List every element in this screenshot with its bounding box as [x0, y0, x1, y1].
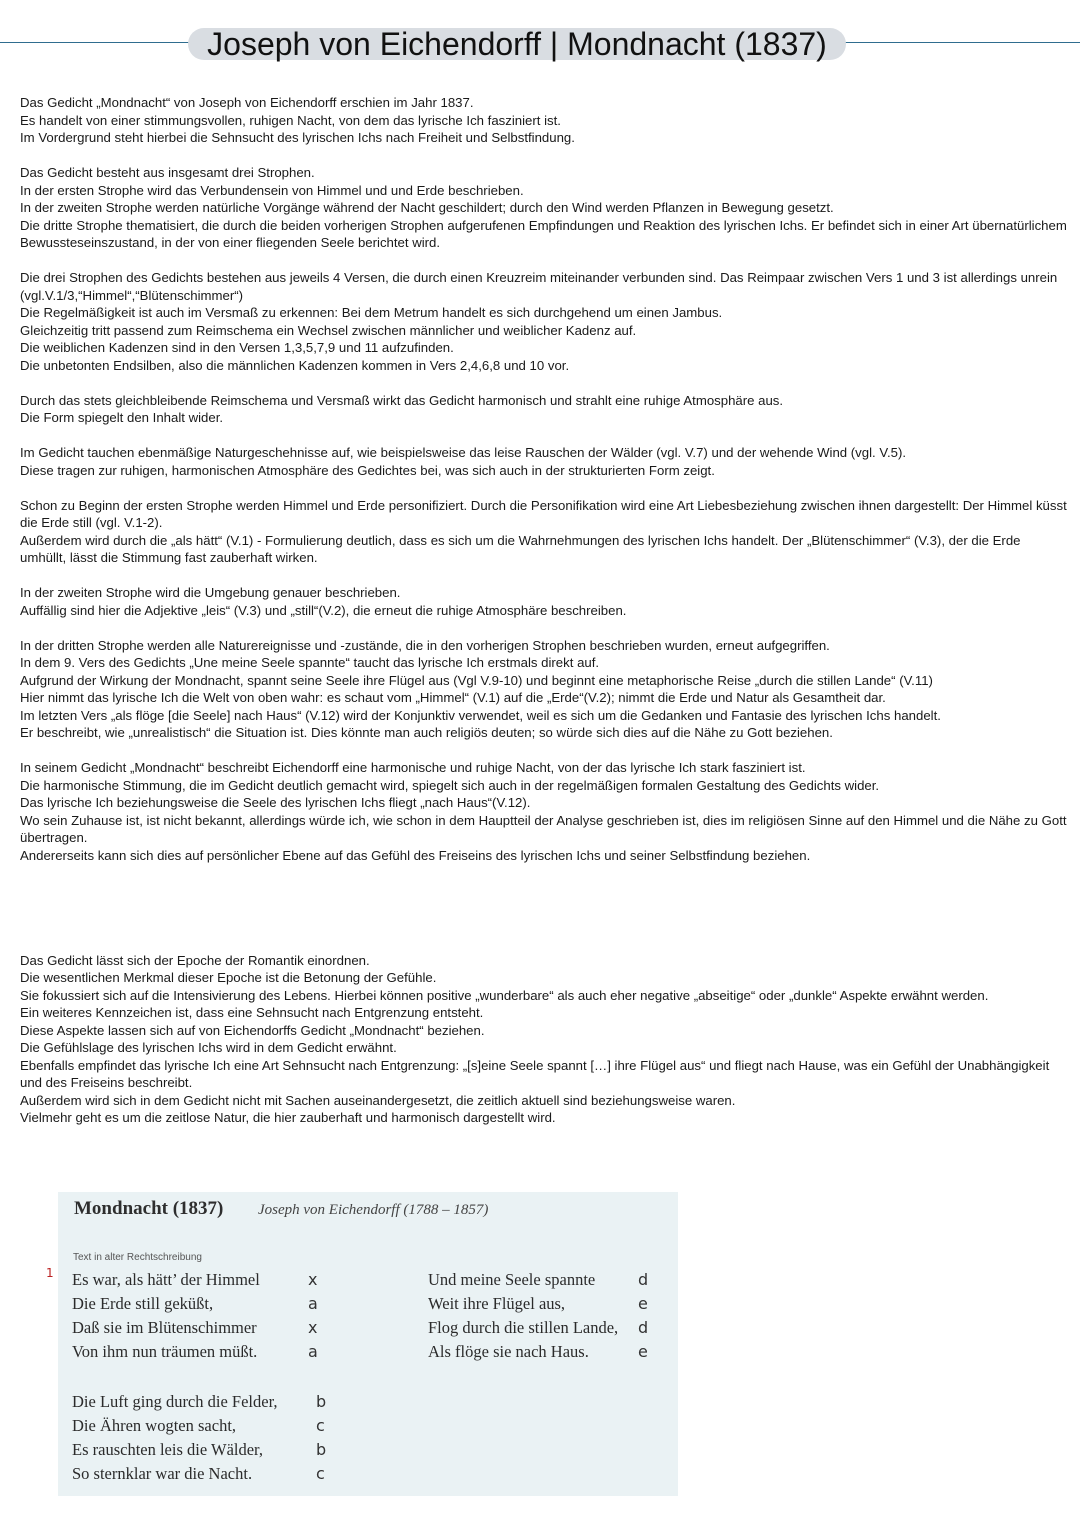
verse: Flog durch die stillen Lande, — [428, 1318, 619, 1337]
stanza-3 — [428, 1268, 618, 1364]
text-line: Diese Aspekte lassen sich auf von Eichendorffs Gedicht „Mondnacht“ beziehen. — [20, 1022, 485, 1038]
rhyme-letter: c — [316, 1416, 325, 1435]
text-line: In dem 9. Vers des Gedichts „Une meine Seele spannte“ taucht das lyrische Ich erstmals direkt auf. — [20, 655, 600, 670]
text-line: Ein weiteres Kennzeichen ist, dass eine Sehnsucht nach Entgrenzung entsteht. — [20, 1005, 484, 1020]
text-line: Außerdem wird sich in dem Gedicht nicht mit Sachen auseinandergesetzt, die zeitlich aktuell sind beziehungsweise waren. — [20, 1092, 736, 1108]
margin-mark: 1 — [46, 1266, 54, 1280]
section-gap — [20, 882, 1068, 952]
verse: Daß sie im Blütenschimmer — [72, 1318, 257, 1337]
text-line: Die Gefühlslage des lyrischen Ichs wird in dem Gedicht erwähnt. — [20, 1040, 397, 1055]
paragraph — [20, 94, 1068, 147]
text-line: Es handelt von einer stimmungsvollen, ruhigen Nacht, von dem das lyrische Ich fasziniert ist. — [20, 112, 561, 128]
paragraph — [20, 759, 1068, 864]
text-line: Ebenfalls empfindet das lyrische Ich eine Art Sehnsucht nach Entgrenzung: „[s]eine Seele spannt […] ihre Flügel aus“ und fliegt nach Hause, was ein Gefühl der Unabhängigkeit und des Freiseins beschreibt. — [20, 1057, 1050, 1090]
stanza-1 — [72, 1268, 260, 1364]
rhyme-letter: b — [316, 1440, 327, 1459]
paragraph — [20, 497, 1068, 567]
text-line: Die dritte Strophe thematisiert, die durch die beiden vorherigen Strophen aufgerufenen Empfindungen und Reaktion des lyrischen Ichs. Er befindet sich in einer Art übernatürlichem Bewussteseinszustand, in der von einer fliegenden Seele berichtet wird. — [20, 217, 1067, 250]
rhyme-letter: a — [308, 1294, 318, 1313]
rhyme-letter: x — [308, 1318, 318, 1337]
rhyme-letter: b — [316, 1392, 327, 1411]
epoch-paragraph — [20, 952, 1068, 1127]
text-line: Im Gedicht tauchen ebenmäßige Naturgeschehnisse auf, wie beispielsweise das leise Rauschen der Wälder (vgl. V.7) und der wehende Wind (vgl. V.5). — [20, 445, 906, 460]
poem-scan — [58, 1192, 678, 1496]
rhyme-letter: x — [308, 1270, 318, 1289]
rhyme-letter: e — [638, 1294, 648, 1313]
rhyme-scheme-2 — [316, 1390, 326, 1486]
rhyme-letter: d — [638, 1270, 649, 1289]
text-line: Vielmehr geht es um die zeitlose Natur, die hier zauberhaft und harmonisch dargestellt wird. — [20, 1110, 556, 1125]
verse: Und meine Seele spannte — [428, 1270, 596, 1289]
paragraph — [20, 637, 1068, 742]
text-line: Das Gedicht „Mondnacht“ von Joseph von Eichendorff erschien im Jahr 1837. — [20, 95, 474, 110]
paragraph — [20, 444, 1068, 479]
poem-author: Joseph von Eichendorff (1788 – 1857) — [258, 1202, 489, 1218]
text-line: Diese tragen zur ruhigen, harmonischen Atmosphäre des Gedichtes bei, was sich auch in der strukturierten Form zeigt. — [20, 462, 715, 478]
text-line: Auffällig sind hier die Adjektive „leis“ (V.3) und „still“(V.2), die erneut die ruhige Atmosphäre beschreiben. — [20, 602, 627, 618]
paragraph — [20, 584, 1068, 619]
rhyme-scheme-1 — [308, 1268, 318, 1364]
verse: So sternklar war die Nacht. — [72, 1464, 253, 1483]
poem-spelling-note: Text in alter Rechtschreibung — [73, 1252, 202, 1263]
text-line: Wo sein Zuhause ist, ist nicht bekannt, allerdings würde ich, wie schon in dem Hauptteil der Analyse geschrieben ist, dies im religiösen Sinne auf den Himmel und die Nähe zu Gott übertragen. — [20, 812, 1067, 845]
text-line: In der ersten Strophe wird das Verbundensein von Himmel und und Erde beschrieben. — [20, 182, 524, 198]
rhyme-letter: e — [638, 1342, 648, 1361]
text-line: In der zweiten Strophe wird die Umgebung genauer beschrieben. — [20, 585, 401, 600]
analysis-text — [20, 94, 1068, 1144]
rhyme-letter: a — [308, 1342, 318, 1361]
rhyme-scheme-3 — [638, 1268, 648, 1364]
text-line: Die drei Strophen des Gedichts bestehen aus jeweils 4 Versen, die durch einen Kreuzreim miteinander verbunden sind. Das Reimpaar zwischen Vers 1 und 3 ist allerdings unrein (vgl.V.1/3,“Himmel“,“Blütenschimmer“) — [20, 270, 1058, 303]
paragraph — [20, 392, 1068, 427]
text-line: In der zweiten Strophe werden natürliche Vorgänge während der Nacht geschildert; durch den Wind werden Pflanzen in Bewegung gesetzt. — [20, 200, 834, 215]
text-line: Das Gedicht lässt sich der Epoche der Romantik einordnen. — [20, 952, 370, 968]
verse: Es war, als hätt’ der Himmel — [72, 1270, 260, 1289]
text-line: Im letzten Vers „als flöge [die Seele] nach Haus“ (V.12) wird der Konjunktiv verwendet, weil es sich um die Gedanken und Fantasie des lyrischen Ichs handelt. — [20, 707, 941, 723]
text-line: Die harmonische Stimmung, die im Gedicht deutlich gemacht wird, spiegelt sich auch in der regelmäßigen formalen Gestaltung des Gedichts wider. — [20, 777, 880, 793]
text-line: Andererseits kann sich dies auf persönlicher Ebene auf das Gefühl des Freiseins des lyrischen Ichs und seiner Selbstfindung beziehen. — [20, 847, 811, 863]
verse: Die Luft ging durch die Felder, — [72, 1392, 278, 1411]
text-line: Die wesentlichen Merkmal dieser Epoche ist die Betonung der Gefühle. — [20, 970, 437, 985]
text-line: Durch das stets gleichbleibende Reimschema und Versmaß wirkt das Gedicht harmonisch und strahlt eine ruhige Atmosphäre aus. — [20, 392, 784, 408]
text-line: Schon zu Beginn der ersten Strophe werden Himmel und Erde personifiziert. Durch die Personifikation wird eine Art Liebesbeziehung zwischen ihnen dargestellt: Der Himmel küsst die Erde still (vgl. V.1-2). — [20, 497, 1067, 530]
verse: Die Erde still geküßt, — [72, 1294, 214, 1313]
text-line: Das lyrische Ich beziehungsweise die Seele des lyrischen Ichs fliegt „nach Haus“(V.12). — [20, 795, 531, 810]
text-line: Hier nimmt das lyrische Ich die Welt von oben wahr: es schaut vom „Himmel“ (V.1) auf die „Erde“(V.2); nimmt die Erde und Natur als Gesamtheit dar. — [20, 690, 886, 705]
text-line: Die Form spiegelt den Inhalt wider. — [20, 410, 224, 425]
text-line: Die unbetonten Endsilben, also die männlichen Kadenzen kommen in Vers 2,4,6,8 und 10 vor. — [20, 357, 570, 373]
rhyme-letter: d — [638, 1318, 649, 1337]
text-line: Die weiblichen Kadenzen sind in den Versen 1,3,5,7,9 und 11 aufzufinden. — [20, 340, 454, 355]
analysis-paragraphs — [20, 94, 1068, 864]
text-line: Er beschreibt, wie „unrealistisch“ die Situation ist. Dies könnte man auch religiös deuten; so würde sich dies auf die Nähe zu Gott beziehen. — [20, 725, 833, 740]
paragraph — [20, 164, 1068, 252]
text-line: Die Regelmäßigkeit ist auch im Versmaß zu erkennen: Bei dem Metrum handelt es sich durchgehend um einen Jambus. — [20, 305, 723, 320]
text-line: Im Vordergrund steht hierbei die Sehnsucht des lyrischen Ichs nach Freiheit und Selbstfindung. — [20, 130, 575, 145]
text-line: Außerdem wird durch die „als hätt“ (V.1) - Formulierung deutlich, dass es sich um die Wahrnehmungen des lyrischen Ichs handelt. Der „Blütenschimmer“ (V.3), der die Erde umhüllt, lässt die Stimmung fast zauberhaft wirken. — [20, 532, 1021, 565]
poem-title: Mondnacht (1837) — [74, 1198, 224, 1219]
verse: Weit ihre Flügel aus, — [428, 1294, 566, 1313]
verse: Von ihm nun träumen müßt. — [72, 1342, 258, 1361]
stanza-2 — [72, 1390, 278, 1486]
verse: Es rauschten leis die Wälder, — [72, 1440, 264, 1459]
rhyme-letter: c — [316, 1464, 325, 1483]
text-line: Sie fokussiert sich auf die Intensivierung des Lebens. Hierbei können positive „wunderbare“ als auch eher negative „abseitige“ oder „dunkle“ Aspekte erwähnt werden. — [20, 987, 989, 1003]
text-line: Gleichzeitig tritt passend zum Reimschema ein Wechsel zwischen männlicher und weiblicher Kadenz auf. — [20, 322, 637, 338]
page-title: Joseph von Eichendorff | Mondnacht (1837) — [207, 26, 827, 62]
verse: Die Ähren wogten sacht, — [72, 1416, 237, 1435]
text-line: In der dritten Strophe werden alle Naturereignisse und -zustände, die in den vorherigen Strophen beschrieben wurden, erneut aufgegriffen. — [20, 637, 830, 653]
text-line: In seinem Gedicht „Mondnacht“ beschreibt Eichendorff eine harmonische und ruhige Nacht, von der das lyrische Ich stark fasziniert ist. — [20, 760, 806, 775]
text-line: Aufgrund der Wirkung der Mondnacht, spannt seine Seele ihre Flügel aus (Vgl V.9-10) und beginnt eine metaphorische Reise „durch die stillen Lande“ (V.11) — [20, 672, 933, 688]
paragraph — [20, 269, 1068, 374]
text-line: Das Gedicht besteht aus insgesamt drei Strophen. — [20, 165, 315, 180]
verse: Als flöge sie nach Haus. — [428, 1342, 589, 1361]
